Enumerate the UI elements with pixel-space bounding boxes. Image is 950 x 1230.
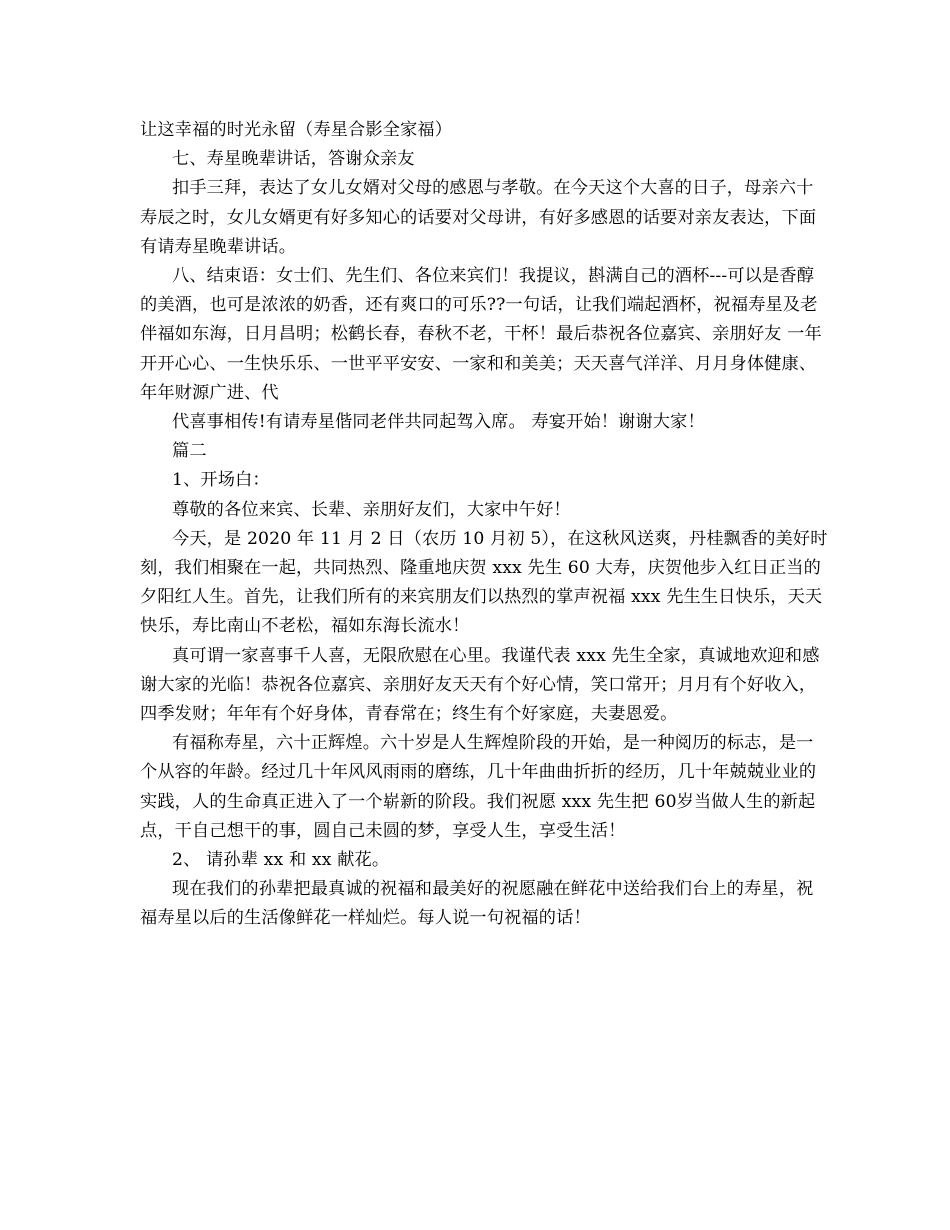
paragraph-caption-family-photo: 让这幸福的时光永留（寿星合影全家福）	[140, 120, 453, 140]
paragraph-grandchildren-blessing: 现在我们的孙辈把最真诚的祝福和最美好的祝愿融在鲜花中送给我们台上的寿星，祝福寿星以后的生活像鲜花一样灿烂。每人说一句祝福的话！	[140, 879, 814, 929]
heading-flower-presentation: 2、 请孙辈 xx 和 xx 献花。	[172, 850, 390, 871]
paragraph-banquet-start: 代喜事相传!有请寿星偕同老伴共同起驾入席。 寿宴开始！谢谢大家！	[172, 412, 705, 433]
heading-part-two: 篇二	[172, 441, 207, 462]
paragraph-bow-thanks: 扣手三拜，表达了女儿女婿对父母的感恩与孝敬。在今天这个大喜的日子，母亲六十寿辰之时，女儿女婿更有好多知心的话要对父母讲，有好多感恩的话要对亲友表达，下面有请寿星晚辈讲话。	[140, 178, 817, 257]
paragraph-today-celebration: 今天，是 2020 年 11 月 2 日（农历 10 月初 5），在这秋风送爽，丹桂飘香的美好时刻，我们相聚在一起，共同热烈、隆重地庆贺 xxx 先生 60 大寿，庆贺他步入红日正当的夕阳红人生。首先，让我们所有的来宾朋友们以热烈的掌声祝福 xxx 先生生日快乐，天天快乐，寿比南山不老松，福如东海长流水！	[140, 528, 828, 637]
document-body	[140, 116, 830, 934]
paragraph-closing-remarks: 八、结束语：女士们、先生们、各位来宾们！我提议，斟满自己的酒杯---可以是香醇的美酒，也可是浓浓的奶香，还有爽口的可乐??一句话，让我们端起酒杯，祝福寿星及老伴福如东海，日月昌明；松鹤长春，春秋不老，干杯！最后恭祝各位嘉宾、亲朋好友 一年开开心心、一生快乐乐、一世平平安安、一家和和美美；天天喜气洋洋、月月身体健康、年年财源广进、代	[140, 266, 822, 403]
paragraph-family-thanks: 真可谓一家喜事千人喜，无限欣慰在心里。我谨代表 xxx 先生全家，真诚地欢迎和感谢大家的光临！恭祝各位嘉宾、亲朋好友天天有个好心情，笑口常开；月月有个好收入，四季发财；年年有个好身体，青春常在；终生有个好家庭，夫妻恩爱。	[140, 645, 820, 725]
paragraph-greeting: 尊敬的各位来宾、长辈、亲朋好友们，大家中午好！	[172, 499, 571, 520]
heading-section-seven: 七、寿星晚辈讲话，答谢众亲友	[172, 149, 415, 170]
heading-opening: 1、开场白：	[172, 470, 270, 491]
paragraph-sixty-brilliance: 有福称寿星，六十正辉煌。六十岁是人生辉煌阶段的开始，是一种阅历的标志，是一个从容的年龄。经过几十年风风雨雨的磨练，几十年曲曲折折的经历，几十年兢兢业业的实践，人的生命真正进入了一个崭新的阶段。我们祝愿 xxx 先生把 60岁当做人生的新起点，干自己想干的事，圆自己未圆的梦，享受人生，享受生活！	[140, 733, 817, 841]
